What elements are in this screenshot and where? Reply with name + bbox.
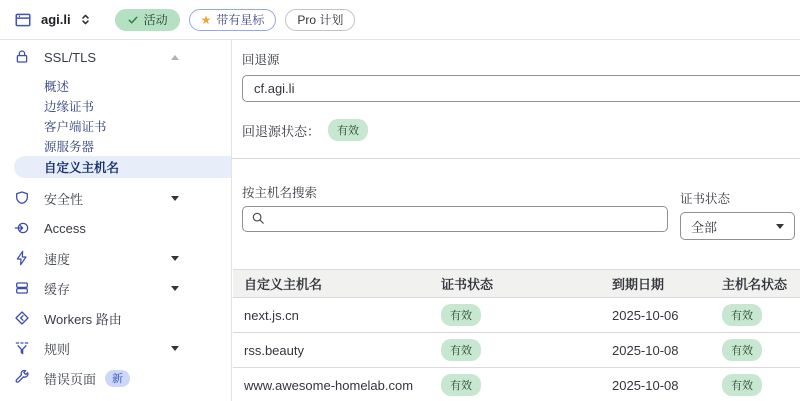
shield-icon — [14, 190, 30, 206]
table-header-row — [233, 270, 800, 298]
zone-badges — [115, 9, 356, 31]
check-icon — [127, 14, 139, 26]
sidebar-item-rules[interactable]: 规则 — [0, 333, 231, 363]
up-down-chevron-icon[interactable] — [78, 12, 93, 27]
star-icon: ★ — [200, 12, 212, 27]
column-header-hostname: 自定义主机名 — [233, 270, 430, 298]
sidebar-item-access[interactable]: Access — [0, 213, 231, 243]
access-icon — [14, 220, 30, 236]
cert-status-badge: 有效 — [441, 304, 481, 326]
sidebar-item-cache[interactable]: 缓存 — [0, 273, 231, 303]
hostname-cell[interactable]: next.js.cn — [233, 298, 430, 333]
workers-icon — [14, 310, 30, 326]
fallback-origin-input[interactable] — [242, 75, 800, 102]
sidebar — [0, 40, 232, 401]
hostname-cell[interactable]: rss.beauty — [233, 333, 430, 368]
hostname-status-badge: 有效 — [722, 304, 762, 326]
lock-icon — [14, 49, 30, 65]
filter-icon — [14, 340, 30, 356]
column-header-expires: 到期日期 — [601, 270, 711, 298]
status-badge-active: 活动 — [115, 9, 180, 31]
hostname-status-badge: 有效 — [722, 339, 762, 361]
table-row[interactable] — [233, 298, 800, 333]
chevron-down-icon — [171, 256, 179, 261]
chevron-down-icon — [776, 224, 784, 229]
sidebar-item-origin-server[interactable]: 源服务器 — [44, 140, 95, 154]
new-badge: 新 — [105, 370, 130, 387]
fallback-status-badge: 有效 — [328, 119, 368, 141]
search-icon — [251, 211, 265, 225]
starred-badge[interactable]: ★ 带有星标 — [189, 9, 277, 31]
wrench-icon — [14, 370, 30, 386]
chevron-down-icon — [171, 286, 179, 291]
top-bar — [0, 0, 800, 40]
cert-status-badge: 有效 — [441, 374, 481, 396]
fallback-origin-label: 回退源 — [242, 53, 280, 67]
table-row[interactable] — [233, 368, 800, 401]
cache-icon — [14, 280, 30, 296]
hostname-status-badge: 有效 — [722, 374, 762, 396]
table-row[interactable] — [233, 333, 800, 368]
zone-name[interactable]: agi.li — [41, 12, 71, 27]
hostname-cell[interactable]: www.awesome-homelab.com — [233, 368, 430, 401]
chevron-up-icon — [171, 55, 179, 60]
certificate-status-select[interactable] — [680, 212, 795, 240]
plan-badge[interactable]: Pro 计划 — [285, 9, 355, 31]
hostname-search-input[interactable] — [242, 206, 668, 232]
sidebar-item-ssl-tls[interactable]: SSL/TLS — [0, 42, 231, 72]
sidebar-item-overview[interactable]: 概述 — [44, 80, 70, 94]
browser-window-icon — [14, 11, 32, 29]
sidebar-item-client-certificates[interactable]: 客户端证书 — [44, 120, 107, 134]
sidebar-item-edge-certificates[interactable]: 边缘证书 — [44, 100, 95, 114]
expires-cell: 2025-10-06 — [601, 298, 711, 333]
expires-cell: 2025-10-08 — [601, 333, 711, 368]
sidebar-item-custom-hostnames[interactable]: 自定义主机名 — [0, 156, 231, 178]
bolt-icon — [14, 250, 30, 266]
search-label: 按主机名搜索 — [242, 186, 318, 200]
chevron-down-icon — [171, 196, 179, 201]
sidebar-item-security[interactable]: 安全性 — [0, 183, 231, 213]
section-divider — [232, 158, 800, 159]
sidebar-item-error-pages[interactable]: 错误页面 新 — [0, 363, 231, 393]
sidebar-item-speed[interactable]: 速度 — [0, 243, 231, 273]
main-content — [232, 40, 800, 401]
certificate-status-label: 证书状态 — [680, 192, 731, 206]
column-header-cert-status: 证书状态 — [430, 270, 601, 298]
custom-hostnames-table — [233, 269, 800, 401]
chevron-down-icon — [171, 346, 179, 351]
fallback-status-label: 回退源状态： — [242, 123, 321, 139]
certificate-status-value: 全部 — [691, 219, 718, 235]
cert-status-badge: 有效 — [441, 339, 481, 361]
expires-cell: 2025-10-08 — [601, 368, 711, 401]
column-header-hostname-status: 主机名状态 — [711, 270, 800, 298]
sidebar-item-workers-routes[interactable]: Workers 路由 — [0, 303, 231, 333]
